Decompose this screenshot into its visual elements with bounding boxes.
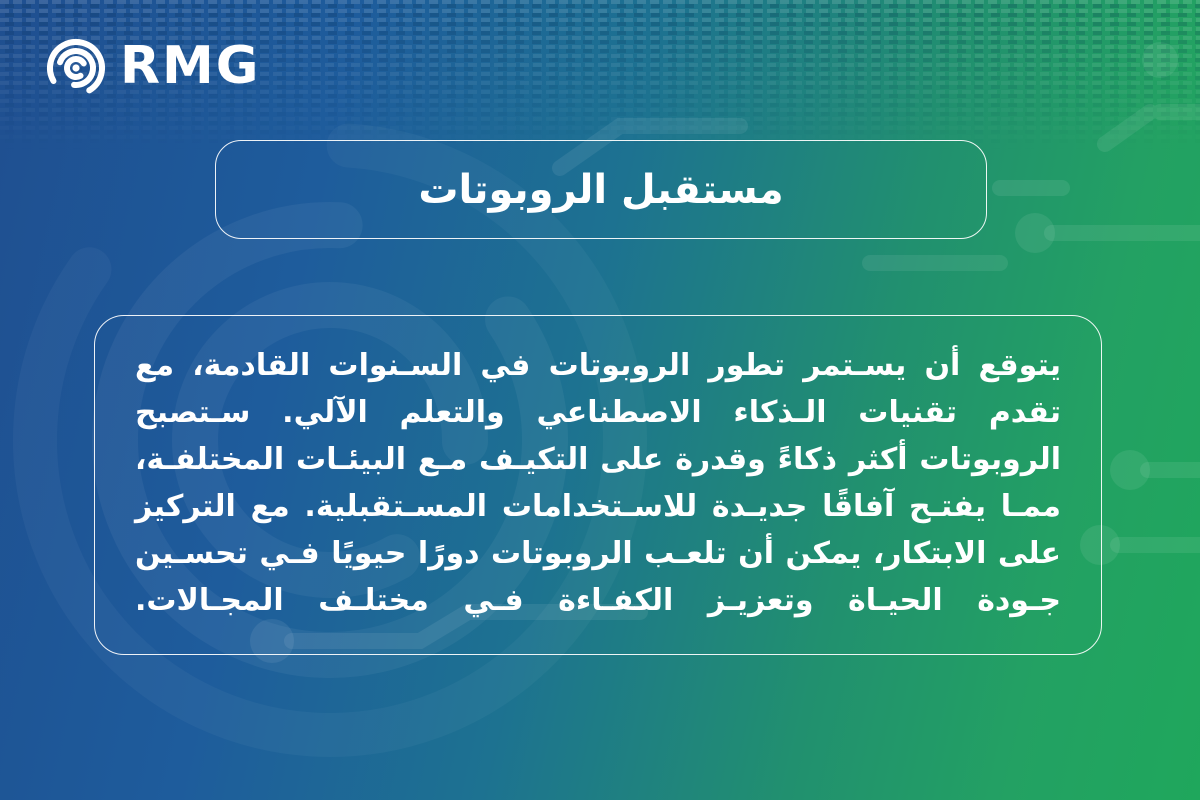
brand-logo — [44, 36, 260, 100]
body-card — [94, 315, 1102, 655]
title-banner — [215, 140, 987, 239]
page-title: مستقبل الروبوتات — [418, 166, 784, 213]
body-paragraph: يتوقع أن يسـتمر تطور الروبوتات في السـنوات القادمة، مع تقدم تقنيات الـذكاء الاصطناعي والتعلم الآلي. سـتصبح الروبوتات أكثر ذكاءً وقدرة على التكيـف مـع البيئـات المختلفـة، ممـا يفتـح آفاقًا جديـدة للاسـتخدامات المسـتقبلية. مع التركيز على الابتكار، يمكن أن تلعـب الروبوتات دورًا حيويًا فـي تحسـين جـودة الحيـاة وتعزيـز الكفـاءة فـي مختلـف المجـالات. — [135, 348, 1061, 618]
brand-name: RMG — [120, 36, 261, 96]
rmg-spiral-logo-icon — [44, 36, 108, 100]
